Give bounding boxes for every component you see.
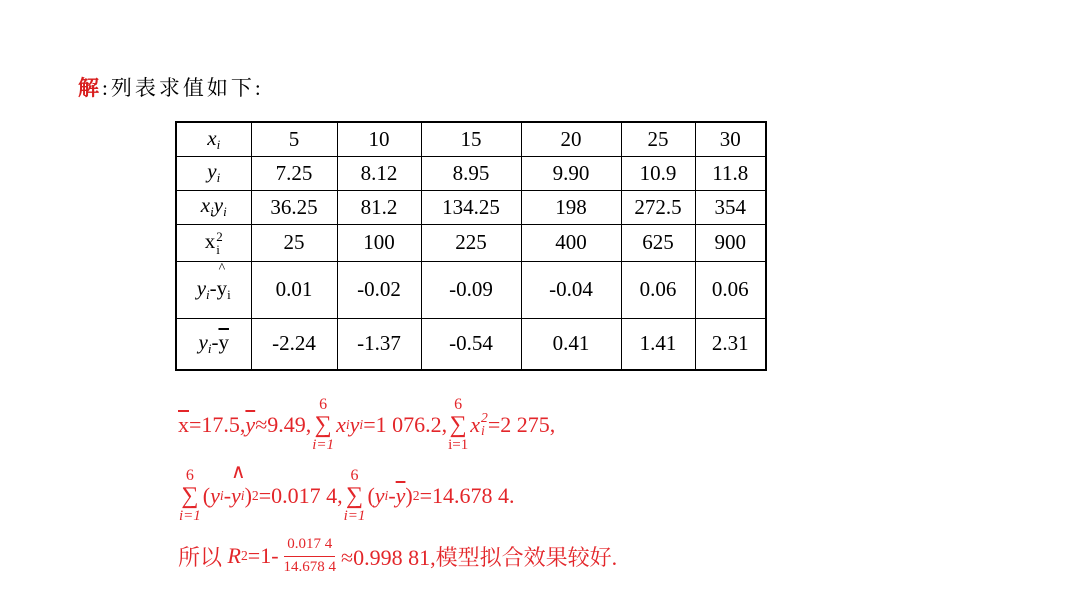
r-squared-fraction (281, 536, 340, 576)
term-var: y (349, 412, 360, 437)
table-cell: -2.24 (251, 318, 337, 370)
r-sup: 2 (240, 548, 248, 563)
table-cell: 1.41 (621, 318, 695, 370)
label-var: y (207, 159, 217, 184)
label-sub: i (206, 287, 210, 303)
open-paren: ( (202, 483, 211, 508)
table-row-xiyi (176, 190, 766, 224)
table-cell: -0.09 (421, 261, 521, 318)
solution-heading (78, 72, 264, 102)
table-row-residual (176, 261, 766, 318)
conclusion-suffix: ≈0.998 81,模型拟合效果较好. (341, 544, 618, 570)
term-var: y (374, 483, 385, 508)
hat-mark: ∧ (231, 461, 246, 483)
label-sub: i (227, 287, 231, 303)
hat-y (216, 260, 228, 301)
term-mean-var: $\overline{y}$ (395, 483, 406, 508)
table-cell: -1.37 (337, 318, 421, 370)
label-sub: i (216, 170, 221, 186)
table-cell: 20 (521, 122, 621, 156)
table-cell: 354 (695, 190, 766, 224)
result-line-2 (178, 461, 515, 528)
sigma-symbol: ∑ (449, 411, 467, 438)
label-sub: i (216, 241, 220, 257)
label-var: y (196, 275, 207, 300)
row-label-residual (176, 261, 251, 318)
table-cell: 0.06 (621, 261, 695, 318)
table-row-xi (176, 122, 766, 156)
sum-xy-sigma (312, 397, 334, 453)
sigma-symbol: ∑ (345, 482, 364, 509)
table-cell: 900 (695, 224, 766, 261)
table-cell: 5 (251, 122, 337, 156)
sum-resid-value: =0.017 4, (258, 483, 343, 508)
label-sub: i (216, 136, 221, 152)
label-sub: i (223, 204, 227, 220)
table-cell: 0.06 (695, 261, 766, 318)
solution-label: 解 (78, 76, 102, 100)
table-cell: 225 (421, 224, 521, 261)
fraction-numerator: 0.017 4 (284, 536, 335, 556)
row-label-xiyi (176, 190, 251, 224)
table-cell: 198 (521, 190, 621, 224)
term-minus: - (223, 483, 232, 508)
sum-upper: 6 (454, 395, 463, 413)
sum-upper: 6 (319, 395, 328, 413)
hat-mark: ^ (218, 260, 226, 276)
sigma-symbol: ∑ (181, 482, 199, 509)
table-cell: 11.8 (695, 156, 766, 190)
mean-x-var: $\overline{x}$ (178, 412, 189, 437)
table-cell: 9.90 (521, 156, 621, 190)
label-mean-var: $\overline{y}$ (218, 330, 229, 355)
label-var: x (207, 125, 217, 150)
row-label-deviation (176, 318, 251, 370)
close-paren: ) (244, 483, 252, 508)
row-label-yi (176, 156, 251, 190)
table-cell: 10 (337, 122, 421, 156)
values-table (175, 121, 767, 371)
term-sub: i (384, 488, 389, 503)
result-line-3 (178, 528, 617, 584)
table-cell: 2.31 (695, 318, 766, 370)
sum-x2-sigma (448, 397, 468, 453)
table-cell: 25 (621, 122, 695, 156)
row-label-xi (176, 122, 251, 156)
solution-intro: :列表求值如下: (102, 76, 264, 100)
row-label-xi-squared (176, 224, 251, 261)
term-minus: - (388, 483, 396, 508)
table-cell: 272.5 (621, 190, 695, 224)
term-var: y (231, 483, 241, 508)
table-cell: 15 (421, 122, 521, 156)
sum-x2-value: =2 275, (487, 412, 556, 437)
result-line-1 (178, 393, 555, 457)
label-supsub (216, 231, 223, 256)
label-sub: i (207, 341, 212, 357)
conclusion-prefix: 所以 (178, 544, 228, 570)
label-minus: - (209, 275, 217, 300)
term-sub: i (219, 488, 224, 503)
table-cell: 8.95 (421, 156, 521, 190)
table-cell: -0.54 (421, 318, 521, 370)
table-cell: 0.41 (521, 318, 621, 370)
r-var: R (227, 543, 241, 568)
table-cell: 0.01 (251, 261, 337, 318)
sum-resid-sigma (179, 468, 201, 524)
term-var: x (470, 412, 481, 437)
term-sup: 2 (251, 488, 259, 503)
label-var: y (216, 275, 228, 300)
sum-upper: 6 (350, 466, 359, 484)
sum-xy-value: =1 076.2, (363, 412, 448, 437)
mean-y-var: $\overline{y}$ (245, 412, 256, 437)
label-var: y (213, 193, 224, 218)
table-cell: 100 (337, 224, 421, 261)
r-eq: =1- (247, 543, 279, 568)
table-row-deviation (176, 318, 766, 370)
table-cell: -0.04 (521, 261, 621, 318)
sum-lower: i=1 (179, 508, 201, 525)
table-cell: 36.25 (251, 190, 337, 224)
mean-y-value: ≈9.49, (255, 412, 312, 437)
term-var: x (336, 412, 346, 437)
term-sub: i (240, 488, 245, 503)
sum-lower: i=1 (448, 437, 469, 454)
sum-lower: i=1 (312, 437, 335, 454)
sum-upper: 6 (185, 466, 194, 484)
table-cell: 8.12 (337, 156, 421, 190)
label-sup: 2 (216, 229, 223, 245)
table-cell: 81.2 (337, 190, 421, 224)
term-sub: i (481, 423, 485, 438)
table-cell: 25 (251, 224, 337, 261)
sum-total-sigma (344, 468, 366, 524)
mean-x-value: =17.5, (189, 412, 246, 437)
table-cell: -0.02 (337, 261, 421, 318)
sum-lower: i=1 (343, 508, 366, 525)
term-sup: 2 (412, 488, 420, 503)
table-cell: 625 (621, 224, 695, 261)
hat-y (231, 461, 246, 509)
term-sup: 2 (481, 410, 488, 426)
term-supsub (481, 412, 488, 438)
sigma-symbol: ∑ (314, 411, 332, 438)
sum-total-value: =14.678 4. (419, 483, 515, 508)
label-sub: i (210, 204, 214, 220)
table-row-xi-squared (176, 224, 766, 261)
label-minus: - (211, 330, 219, 355)
term-var: y (210, 483, 220, 508)
table-cell: 30 (695, 122, 766, 156)
table-row-yi (176, 156, 766, 190)
label-var: x (200, 193, 211, 218)
label-var: x (204, 228, 216, 253)
fraction-denominator: 14.678 4 (283, 558, 337, 575)
table-cell: 10.9 (621, 156, 695, 190)
table-cell: 134.25 (421, 190, 521, 224)
open-paren: ( (367, 483, 375, 508)
table-cell: 7.25 (251, 156, 337, 190)
close-paren: ) (405, 483, 413, 508)
term-sub: i (345, 417, 350, 432)
table-cell: 400 (521, 224, 621, 261)
term-sub: i (359, 417, 364, 432)
label-var: y (198, 330, 208, 355)
